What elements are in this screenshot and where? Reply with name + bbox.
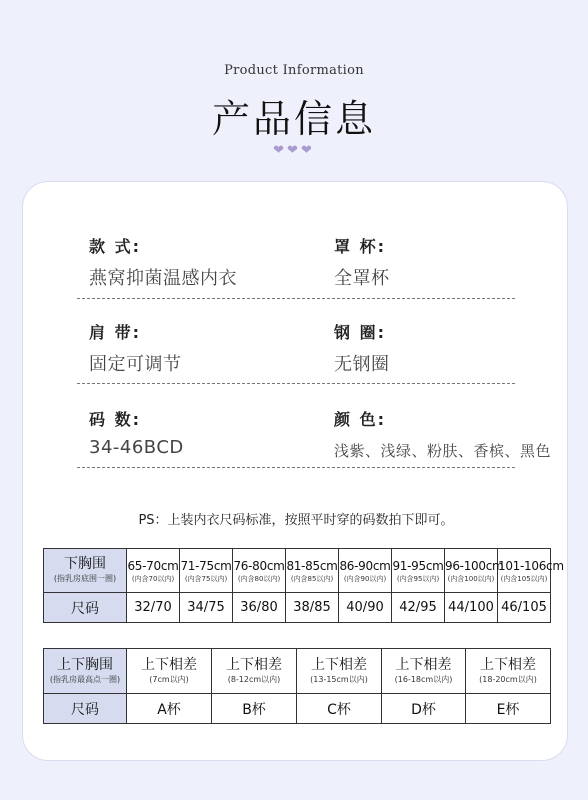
band-note: (内含105以内) xyxy=(500,574,548,583)
band-note: (内含85以内) xyxy=(290,574,334,583)
cup-size-label: 尺码 xyxy=(44,694,127,724)
subtitle-en: Product Information xyxy=(224,63,364,78)
cup-diff-cell xyxy=(127,649,212,694)
product-info-card xyxy=(22,181,568,761)
band-size-cell: 36/80 xyxy=(233,593,286,623)
cup-diff-title: 上下相差 xyxy=(226,657,282,673)
band-note: (内含75以内) xyxy=(184,574,228,583)
band-size-cell: 44/100 xyxy=(445,593,498,623)
spec-value: 全罩杯 xyxy=(334,268,390,289)
band-range: 101-106cm xyxy=(498,558,564,573)
spec-row-style-cup xyxy=(89,234,539,304)
band-size-cell: 40/90 xyxy=(339,593,392,623)
cup-diff-title: 上下相差 xyxy=(141,657,197,673)
cup-diff-title: 上下相差 xyxy=(311,657,367,673)
band-range: 65-70cm xyxy=(127,558,179,573)
ps-note: PS：上装内衣尺码标准，按照平时穿的码数拍下即可。 xyxy=(138,513,454,528)
divider xyxy=(77,383,515,384)
cup-diff-title: 上下相差 xyxy=(395,657,452,673)
band-range: 96-100cm xyxy=(445,558,504,573)
band-size-row xyxy=(44,593,551,623)
band-size-cell: 38/85 xyxy=(286,593,339,623)
band-range: 91-95cm xyxy=(392,558,444,573)
spec-label: 颜 色: xyxy=(334,410,386,429)
cup-diff-range: (16-18cm以内) xyxy=(394,675,453,684)
spec-style xyxy=(89,234,319,290)
cup-diff-range: (8-12cm以内) xyxy=(227,675,281,684)
band-note: (内含70以内) xyxy=(131,574,175,583)
spec-size xyxy=(89,407,319,458)
cup-diff-cell xyxy=(466,649,551,694)
band-note: (内含100以内) xyxy=(447,574,495,583)
cup-header-sub: (指乳房最高点一圈) xyxy=(49,674,121,684)
spec-label: 码 数: xyxy=(89,410,141,429)
band-range-cell xyxy=(233,549,286,593)
band-range: 81-85cm xyxy=(286,558,338,573)
band-size-cell: 46/105 xyxy=(498,593,551,623)
cup-header-main: 上下胸围 xyxy=(57,656,113,673)
cup-size-table xyxy=(43,648,551,724)
band-header-main: 下胸围 xyxy=(64,556,106,572)
spec-wire xyxy=(334,320,564,376)
cup-header-row xyxy=(44,649,551,694)
spec-label: 款 式: xyxy=(89,237,141,256)
band-note: (内含80以内) xyxy=(237,574,281,583)
band-range-cell xyxy=(498,549,564,593)
hearts-decoration: ❤❤❤ xyxy=(273,143,315,158)
band-size-cell: 34/75 xyxy=(180,593,233,623)
band-note: (内含95以内) xyxy=(396,574,440,583)
spec-value: 34-46BCD xyxy=(89,437,184,458)
cup-diff-range: (18-20cm以内) xyxy=(479,675,537,684)
cup-header-cell xyxy=(44,649,127,694)
cup-diff-title: 上下相差 xyxy=(480,657,536,673)
band-range-cell xyxy=(339,549,392,593)
band-header-row xyxy=(44,549,551,593)
band-note: (内含90以内) xyxy=(343,574,387,583)
spec-cup xyxy=(334,234,564,290)
band-range-cell xyxy=(286,549,339,593)
cup-diff-cell xyxy=(297,649,382,694)
spec-color xyxy=(334,407,564,461)
spec-row-strap-wire xyxy=(89,320,539,390)
band-range: 76-80cm xyxy=(233,558,285,573)
cup-diff-cell xyxy=(382,649,466,694)
cup-diff-cell xyxy=(212,649,297,694)
cup-size-cell: A杯 xyxy=(127,694,212,724)
band-header-sub: (指乳房底围一圈) xyxy=(53,574,117,583)
page-title: 产品信息 xyxy=(211,97,376,141)
spec-value: 无钢圈 xyxy=(334,354,390,375)
band-range-cell xyxy=(127,549,180,593)
spec-strap xyxy=(89,320,319,376)
band-range-cell xyxy=(392,549,445,593)
cup-size-row xyxy=(44,694,551,724)
spec-label: 肩 带: xyxy=(89,323,141,342)
cup-size-cell: D杯 xyxy=(382,694,466,724)
band-size-cell: 42/95 xyxy=(392,593,445,623)
band-range-cell xyxy=(180,549,233,593)
cup-size-cell: C杯 xyxy=(297,694,382,724)
band-size-cell: 32/70 xyxy=(127,593,180,623)
band-range: 86-90cm xyxy=(339,558,391,573)
spec-label: 罩 杯: xyxy=(334,237,386,256)
cup-size-cell: E杯 xyxy=(466,694,551,724)
divider xyxy=(77,298,515,299)
cup-diff-range: (13-15cm以内) xyxy=(310,675,368,684)
band-size-table xyxy=(43,548,564,623)
band-range: 71-75cm xyxy=(180,558,232,573)
band-size-label: 尺码 xyxy=(44,593,127,623)
cup-size-cell: B杯 xyxy=(212,694,297,724)
spec-value: 浅紫、浅绿、粉肤、香槟、黑色 xyxy=(334,442,552,460)
spec-value: 燕窝抑菌温感内衣 xyxy=(89,268,237,289)
band-range-cell xyxy=(445,549,504,593)
band-header-cell xyxy=(44,549,127,593)
spec-label: 钢 圈: xyxy=(334,323,386,342)
cup-diff-range: (7cm以内) xyxy=(149,675,189,684)
divider xyxy=(77,467,515,468)
spec-value: 固定可调节 xyxy=(89,354,182,375)
